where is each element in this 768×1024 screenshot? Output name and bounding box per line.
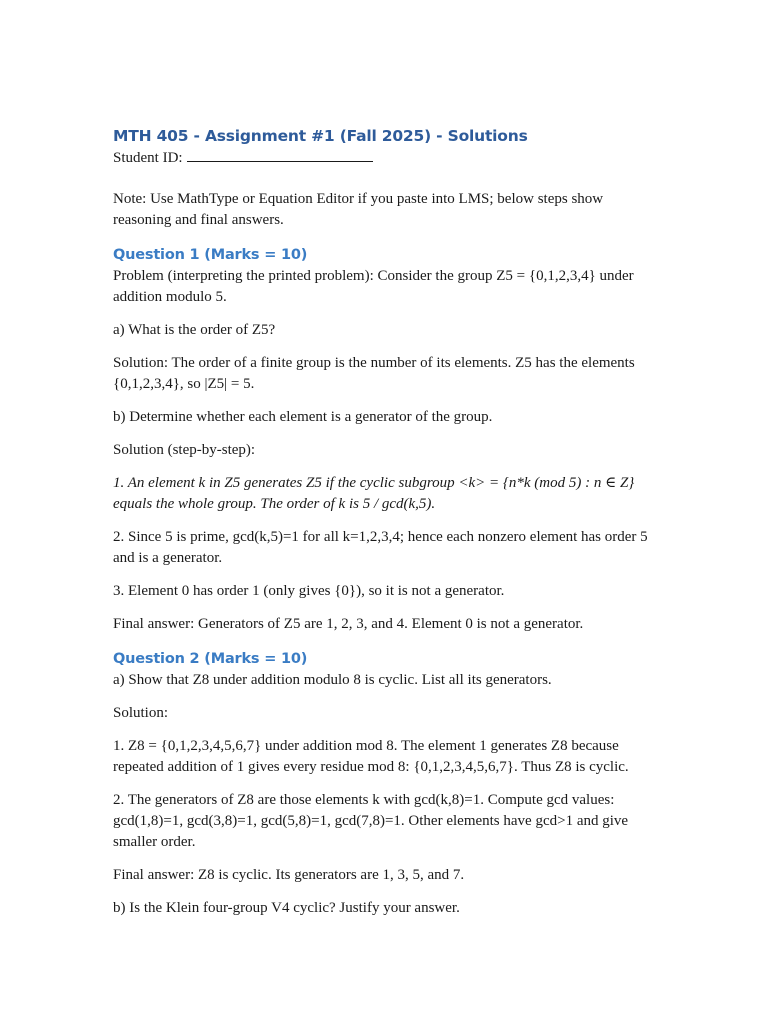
q1-final-answer: Final answer: Generators of Z5 are 1, 2, 3, and 4. Element 0 is not a generator. [113, 616, 584, 632]
student-id-blank [187, 147, 373, 162]
document-page [113, 125, 658, 919]
q1-part-a: a) What is the order of Z5? [113, 322, 276, 338]
note-paragraph: Note: Use MathType or Equation Editor if you paste into LMS; below steps show reasoning and final answers. [113, 191, 604, 228]
student-id-label: Student ID: [113, 150, 183, 166]
q2-part-b: b) Is the Klein four-group V4 cyclic? Justify your answer. [113, 900, 460, 916]
q1-solution-a: Solution: The order of a finite group is the number of its elements. Z5 has the elements {0,1,2,3,4}, so |Z5| = 5. [113, 355, 635, 392]
q2-final-answer: Final answer: Z8 is cyclic. Its generators are 1, 3, 5, and 7. [113, 867, 465, 883]
q2-part-a: a) Show that Z8 under addition modulo 8 is cyclic. List all its generators. [113, 672, 552, 688]
q2-step-2: 2. The generators of Z8 are those elements k with gcd(k,8)=1. Compute gcd values: gcd(1,8)=1, gcd(3,8)=1, gcd(5,8)=1, gcd(7,8)=1. Other elements have gcd>1 and give smaller order. [113, 792, 629, 850]
q2-step-1: 1. Z8 = {0,1,2,3,4,5,6,7} under addition mod 8. The element 1 generates Z8 because repeated addition of 1 gives every residue mod 8: {0,1,2,3,4,5,6,7}. Thus Z8 is cyclic. [113, 738, 629, 775]
student-id-line [113, 147, 658, 169]
q1-step-1: 1. An element k in Z5 generates Z5 if the cyclic subgroup <k> = {n*k (mod 5) : n ∈ Z} equals the whole group. The order of k is 5 / gcd(k,5). [113, 475, 635, 512]
question-2-heading: Question 2 (Marks = 10) [113, 651, 308, 667]
q1-step-2: 2. Since 5 is prime, gcd(k,5)=1 for all k=1,2,3,4; hence each nonzero element has order 5 and is a generator. [113, 529, 648, 566]
q1-step-3: 3. Element 0 has order 1 (only gives {0}), so it is not a generator. [113, 583, 505, 599]
q2-solution-label: Solution: [113, 705, 169, 721]
q1-problem: Problem (interpreting the printed problem): Consider the group Z5 = {0,1,2,3,4} under addition modulo 5. [113, 268, 634, 305]
question-1-heading: Question 1 (Marks = 10) [113, 247, 308, 263]
document-title: MTH 405 - Assignment #1 (Fall 2025) - Solutions [113, 127, 528, 145]
q1-part-b: b) Determine whether each element is a generator of the group. [113, 409, 493, 425]
q1-solution-b-intro: Solution (step-by-step): [113, 442, 256, 458]
